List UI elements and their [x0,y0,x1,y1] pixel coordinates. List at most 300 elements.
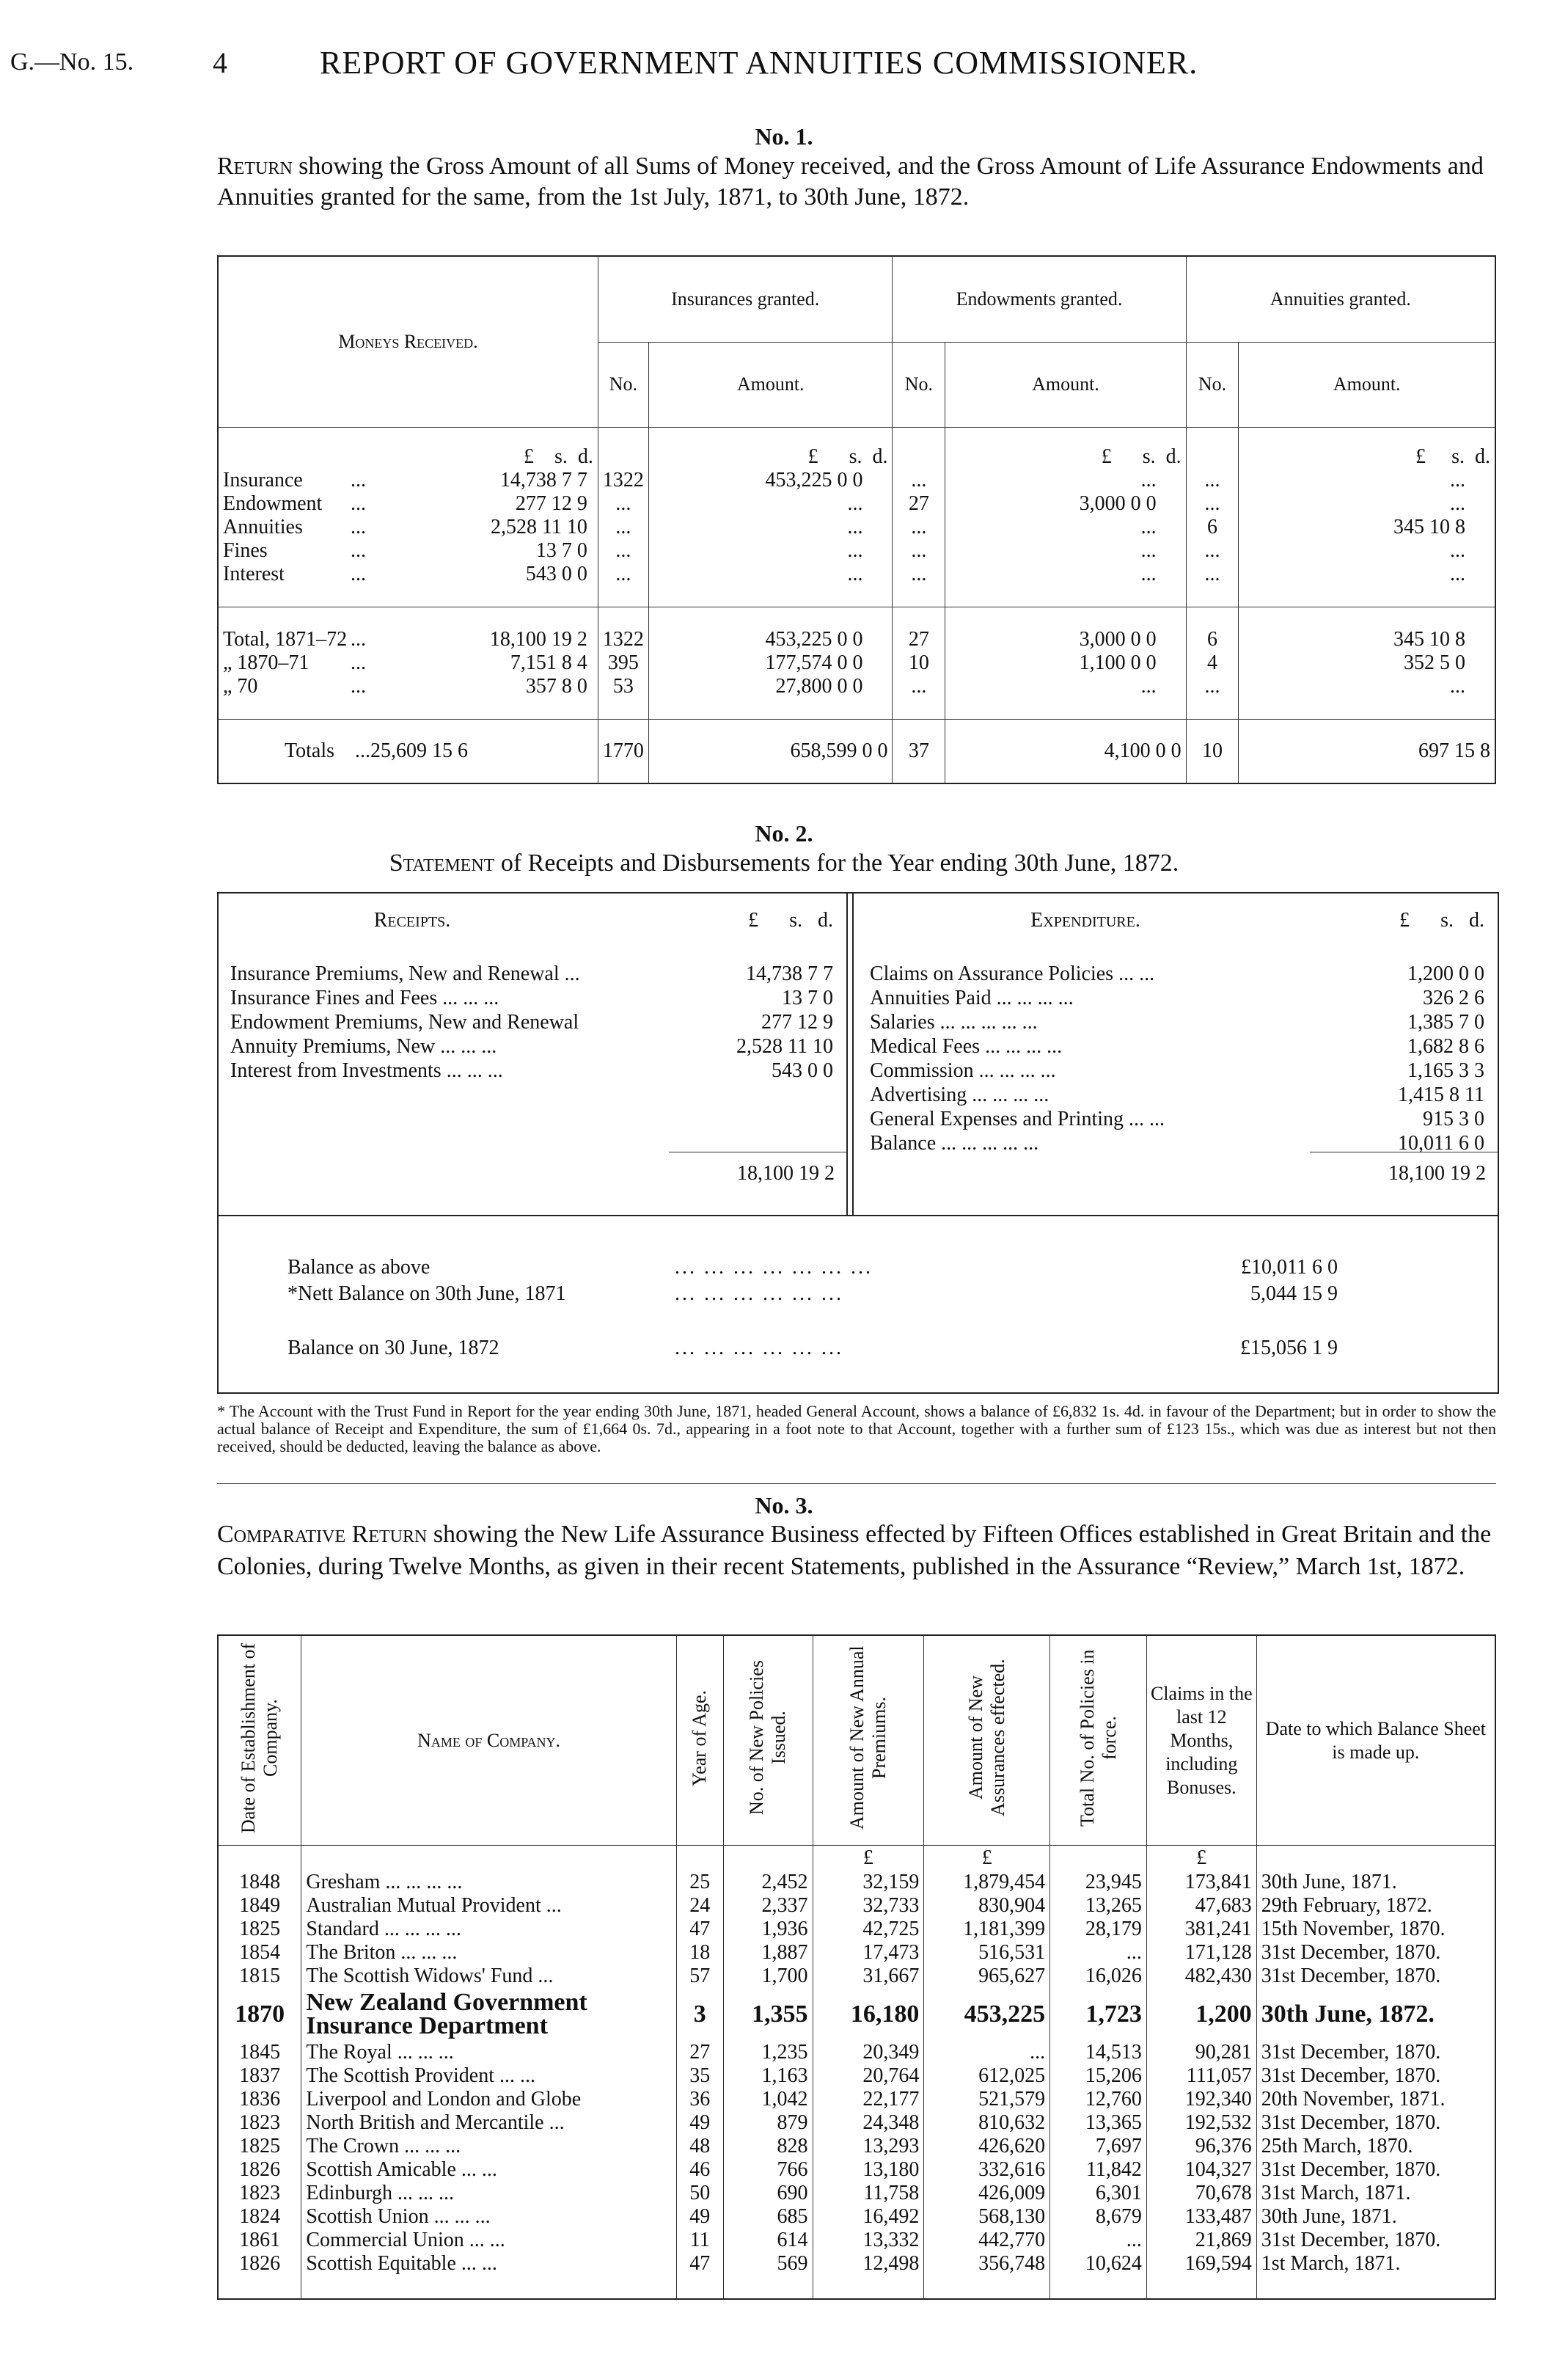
new-premiums: 11,758 [813,2182,924,2205]
new-policies: 685 [723,2205,813,2229]
policies-in-force: ... [1050,2229,1147,2252]
company-row [218,2229,1495,2252]
est-year: 1861 [218,2229,301,2252]
new-policies: 1,355 [723,1988,813,2041]
expenditure-row [855,962,1498,986]
balance-date: 31st December, 1870. [1256,2229,1495,2252]
company-name: Gresham ... ... ... ... [301,1871,676,1894]
policies-in-force: 13,265 [1050,1894,1147,1918]
claims: 111,057 [1146,2064,1256,2088]
cell: 27,800 0 0 [648,675,893,698]
est-year: 1825 [218,2135,301,2158]
return-row [218,492,1495,516]
expenditure-amount: 1,682 8 6 [1407,1034,1484,1058]
expenditure-total: 18,100 19 2 [1388,1162,1486,1185]
header-claims: Claims in the last 12 Months, including Bonuses. [1146,1635,1256,1846]
balance-amount: £10,011 6 0 [1241,1256,1338,1279]
cell: ... [648,539,893,563]
new-premiums: 42,725 [813,1918,924,1941]
header-new-policies: No. of New Policies Issued. [723,1635,813,1846]
year-of-age: 18 [676,1941,723,1965]
new-policies: 690 [723,2182,813,2205]
cell: 3,000 0 0 [945,628,1186,651]
cell: 10 [1186,719,1239,783]
new-assurances: 568,130 [924,2205,1050,2229]
header-company-name: Name of Company. [301,1635,676,1846]
money-cell: Total, 1871–72 ... 18,100 19 2 [218,628,598,651]
expenditure-label: Medical Fees ... ... ... ... [870,1034,1063,1058]
est-year: 1845 [218,2041,301,2064]
new-premiums: 20,764 [813,2064,924,2088]
policies-in-force: 11,842 [1050,2158,1147,2182]
company-name: Scottish Amicable ... ... [301,2158,676,2182]
section3-text: showing the New Life Assurance Business effected by Fifteen Offices established in Great Britain and the Colonies, during Twelve Months, as given in their recent Statements, published in the Assurance “Review,” March 1st, 1872. [217,1521,1492,1580]
policies-in-force: 8,679 [1050,2205,1147,2229]
new-assurances: 521,579 [924,2088,1050,2111]
claims: 171,128 [1146,1941,1256,1965]
company-name: The Crown ... ... ... [301,2135,676,2158]
balance-date: 31st December, 1870. [1256,2111,1495,2135]
section3-intro [217,1519,1496,1583]
new-premiums: 20,349 [813,2041,924,2064]
company-name: Scottish Union ... ... ... [301,2205,676,2229]
claims: 47,683 [1146,1894,1256,1918]
year-of-age: 49 [676,2205,723,2229]
money-cell: „ 1870–71 ... 7,151 8 4 [218,651,598,675]
new-premiums: 16,180 [813,1988,924,2041]
est-year: 1836 [218,2088,301,2111]
cell: 6 [1186,516,1239,539]
expenditure-amount: 1,415 8 11 [1398,1083,1484,1106]
new-assurances: 830,904 [924,1894,1050,1918]
policies-in-force: 13,365 [1050,2111,1147,2135]
cell: 345 10 8 [1239,628,1495,651]
claims: 192,532 [1146,2111,1256,2135]
receipt-label: Annuity Premiums, New ... ... ... [230,1034,497,1058]
company-row [218,1894,1495,1918]
balance-label: Balance as above [287,1256,431,1279]
company-row [218,2041,1495,2064]
company-name: Liverpool and London and Globe [301,2088,676,2111]
cell: ... [1239,492,1495,516]
year-of-age: 11 [676,2229,723,2252]
receipt-row [219,1010,846,1034]
cell: 3,000 0 0 [945,492,1186,516]
page-title: REPORT OF GOVERNMENT ANNUITIES COMMISSIONER. [320,45,1198,81]
year-of-age: 27 [676,2041,723,2064]
receipt-row [219,1034,846,1059]
balance-date: 25th March, 1870. [1256,2135,1495,2158]
cell: 658,599 0 0 [648,719,893,783]
expenditure-row [855,1034,1498,1059]
cell: ... [598,563,648,586]
claims: 104,327 [1146,2158,1256,2182]
new-premiums: 24,348 [813,2111,924,2135]
est-year: 1826 [218,2158,301,2182]
new-premiums: 13,293 [813,2135,924,2158]
new-policies: 1,936 [723,1918,813,1941]
est-year: 1826 [218,2252,301,2276]
new-policies: 828 [723,2135,813,2158]
cell: ... [1186,539,1239,563]
balance-date: 31st December, 1870. [1256,1965,1495,1988]
balance-date: 31st December, 1870. [1256,2041,1495,2064]
expenditure-label: Advertising ... ... ... ... [870,1083,1049,1106]
year-of-age: 57 [676,1965,723,1988]
balance-label: *Nett Balance on 30th June, 1871 [287,1282,566,1305]
cell: ... [893,563,945,586]
new-premiums: 12,498 [813,2252,924,2276]
cell: ... [945,469,1186,492]
expenditure-row [855,1059,1498,1083]
new-premiums: 31,667 [813,1965,924,1988]
cell: ... [648,563,893,586]
cell: 453,225 0 0 [648,628,893,651]
header-date-established: Date of Establishment of Company. [218,1635,301,1846]
cell: 1322 [598,469,648,492]
claims: 70,678 [1146,2182,1256,2205]
return-row [218,539,1495,563]
expenditure-panel [855,894,1498,1185]
money-cell: Fines ... 13 7 0 [218,539,598,563]
grand-total-row [218,719,1495,783]
policies-in-force: 14,513 [1050,2041,1147,2064]
cell: ... [893,469,945,492]
section2-lead: Statement [389,849,495,877]
company-name: The Scottish Provident ... ... [301,2064,676,2088]
cell: 697 15 8 [1239,719,1495,783]
company-row [218,2135,1495,2158]
statement-box [217,892,1499,1394]
est-year: 1825 [218,1918,301,1941]
new-assurances: 442,770 [924,2229,1050,2252]
expenditure-label: Commission ... ... ... ... [870,1059,1056,1082]
est-year: 1824 [218,2205,301,2229]
balance-date: 30th June, 1872. [1256,1988,1495,2041]
company-name: The Royal ... ... ... [301,2041,676,2064]
cell: ... [945,539,1186,563]
receipt-row [219,986,846,1010]
cell: 1770 [598,719,648,783]
cell: ... [1239,675,1495,698]
header-annuities: Annuities granted. [1186,256,1495,342]
comparative-table [217,1634,1496,2300]
company-name: Standard ... ... ... ... [301,1918,676,1941]
new-assurances: 453,225 [924,1988,1050,2041]
header-year-of-age: Year of Age. [676,1635,723,1846]
expenditure-amount: 1,385 7 0 [1407,1010,1484,1034]
balance-date: 20th November, 1871. [1256,2088,1495,2111]
expenditure-amount: 10,011 6 0 [1398,1131,1484,1155]
cell: ... [893,675,945,698]
cell: ... [1239,469,1495,492]
header-insurances: Insurances granted. [598,256,893,342]
cell: 27 [893,492,945,516]
receipt-row [219,962,846,986]
cell: ... [1186,492,1239,516]
company-row [218,1988,1495,2041]
cell: ... [945,516,1186,539]
page-number: 4 [213,46,227,79]
balance-date: 15th November, 1870. [1256,1918,1495,1941]
header-ins-no: No. [598,342,648,428]
cell: ... [648,516,893,539]
leader-dots: ... ... ... ... ... ... [675,1282,843,1305]
header-ann-no: No. [1186,342,1239,428]
cell: 177,574 0 0 [648,651,893,675]
section1-intro [217,151,1496,213]
return-row [218,675,1495,698]
cell: ... [1239,539,1495,563]
cell: ... [893,539,945,563]
new-policies: 614 [723,2229,813,2252]
new-premiums: 22,177 [813,2088,924,2111]
section2-intro [0,848,1568,879]
claims: 192,340 [1146,2088,1256,2111]
cell: ... [1186,563,1239,586]
receipt-amount: 543 0 0 [772,1059,833,1082]
policies-in-force: 10,624 [1050,2252,1147,2276]
new-policies: 879 [723,2111,813,2135]
balance-lines [285,1253,1341,1360]
cell: ... [1186,469,1239,492]
expenditure-label: Salaries ... ... ... ... ... [870,1010,1038,1034]
claims: 482,430 [1146,1965,1256,1988]
cell: 1,100 0 0 [945,651,1186,675]
new-policies: 569 [723,2252,813,2276]
section2-text: of Receipts and Disbursements for the Year ending 30th June, 1872. [500,849,1179,877]
section1-lead: Return [217,153,293,180]
company-row [218,2182,1495,2205]
company-name: North British and Mercantile ... [301,2111,676,2135]
new-policies: 1,235 [723,2041,813,2064]
money-cell: Endowment ... 277 12 9 [218,492,598,516]
new-assurances: 1,181,399 [924,1918,1050,1941]
cell: 4 [1186,651,1239,675]
money-cell: Insurance ... 14,738 7 7 [218,469,598,492]
year-of-age: 35 [676,2064,723,2088]
est-year: 1823 [218,2111,301,2135]
new-assurances: 612,025 [924,2064,1050,2088]
claims: 381,241 [1146,1918,1256,1941]
header-ann-amount: Amount. [1239,342,1495,428]
money-cell: Annuities ... 2,528 11 10 [218,516,598,539]
balance-row [285,1253,1341,1279]
year-of-age: 47 [676,1918,723,1941]
est-year: 1815 [218,1965,301,1988]
company-name: New Zealand Government Insurance Department [301,1988,676,2041]
leader-dots: ... ... ... ... ... ... ... [675,1256,873,1279]
return-row [218,469,1495,492]
cell: 352 5 0 [1239,651,1495,675]
balance-date: 30th June, 1871. [1256,1871,1495,1894]
currency-marker: £ [813,1846,924,1871]
policies-in-force: 1,723 [1050,1988,1147,2041]
balance-date: 31st December, 1870. [1256,2064,1495,2088]
expenditure-amount: 915 3 0 [1423,1107,1484,1130]
new-policies: 1,163 [723,2064,813,2088]
cell: 453,225 0 0 [648,469,893,492]
new-premiums: 13,332 [813,2229,924,2252]
new-assurances: 516,531 [924,1941,1050,1965]
header-ins-amount: Amount. [648,342,893,428]
section-divider [219,1215,1498,1216]
cell: ... [945,675,1186,698]
money-cell: Interest ... 543 0 0 [218,563,598,586]
return-row [218,651,1495,675]
section3-lead: Comparative Return [217,1521,428,1548]
currency-marker: £ [924,1846,1050,1871]
cell: ... [1239,563,1495,586]
balance-label: Balance on 30 June, 1872 [287,1337,499,1359]
cell: 395 [598,651,648,675]
claims: 173,841 [1146,1871,1256,1894]
currency-header: £ s. d. [1399,909,1484,932]
new-premiums: 16,492 [813,2205,924,2229]
cell: 27 [893,628,945,651]
section1-text: showing the Gross Amount of all Sums of Money received, and the Gross Amount of Life Assurance Endowments and Annuities granted for the same, from the 1st July, 1871, to 30th June, 1872. [217,153,1484,211]
expenditure-row [855,1010,1498,1034]
policies-in-force: 16,026 [1050,1965,1147,1988]
new-policies: 1,700 [723,1965,813,1988]
company-name: Scottish Equitable ... ... [301,2252,676,2276]
receipt-label: Insurance Fines and Fees ... ... ... [230,986,499,1009]
policies-in-force: 15,206 [1050,2064,1147,2088]
cell: ... [893,516,945,539]
receipt-amount: 14,738 7 7 [746,962,833,985]
company-row [218,2158,1495,2182]
new-assurances: 356,748 [924,2252,1050,2276]
balance-date: 1st March, 1871. [1256,2252,1495,2276]
currency-header: £ s. d. [945,428,1186,469]
new-premiums: 32,733 [813,1894,924,1918]
balance-date: 31st December, 1870. [1256,2158,1495,2182]
expenditure-row [855,1107,1498,1131]
expenditure-row [855,986,1498,1010]
leader-dots: ... ... ... ... ... ... [675,1337,843,1359]
year-of-age: 46 [676,2158,723,2182]
year-of-age: 24 [676,1894,723,1918]
currency-header: £ s. d. [218,428,598,469]
expenditure-label: General Expenses and Printing ... ... [870,1107,1165,1130]
new-assurances: 426,620 [924,2135,1050,2158]
new-assurances: 426,009 [924,2182,1050,2205]
receipt-label: Endowment Premiums, New and Renewal [230,1010,579,1034]
return-row [218,628,1495,651]
new-premiums: 13,180 [813,2158,924,2182]
expenditure-label: Balance ... ... ... ... ... [870,1131,1039,1155]
claims: 169,594 [1146,2252,1256,2276]
expenditure-amount: 1,200 0 0 [1407,962,1484,985]
cell: ... [648,492,893,516]
cell: 4,100 0 0 [945,719,1186,783]
est-year: 1854 [218,1941,301,1965]
grand-total-label: Totals ...25,609 15 6 [218,719,598,783]
claims: 90,281 [1146,2041,1256,2064]
est-year: 1849 [218,1894,301,1918]
expenditure-amount: 1,165 3 3 [1407,1059,1484,1082]
balance-date: 29th February, 1872. [1256,1894,1495,1918]
document-code: G.—No. 15. [10,48,134,76]
return-table [217,255,1496,784]
cell: 6 [1186,628,1239,651]
header-new-assurances: Amount of New Assurances effected. [924,1635,1050,1846]
expenditure-row [855,1083,1498,1107]
balance-amount: 5,044 15 9 [1250,1282,1338,1305]
year-of-age: 48 [676,2135,723,2158]
cell: 53 [598,675,648,698]
company-row [218,2064,1495,2088]
new-policies: 2,452 [723,1871,813,1894]
balance-amount: £15,056 1 9 [1240,1337,1338,1359]
company-row [218,2111,1495,2135]
receipt-label: Interest from Investments ... ... ... [230,1059,503,1082]
expenditure-label: Annuities Paid ... ... ... ... [870,986,1074,1009]
currency-header: £ s. d. [648,428,893,469]
cell: ... [598,539,648,563]
cell: ... [1186,675,1239,698]
cell: 10 [893,651,945,675]
column-divider [852,894,854,1215]
new-assurances: ... [924,2041,1050,2064]
claims: 133,487 [1146,2205,1256,2229]
expenditure-label: Claims on Assurance Policies ... ... [870,962,1155,985]
new-premiums: 17,473 [813,1941,924,1965]
est-year: 1870 [218,1988,301,2041]
receipt-amount: 2,528 11 10 [736,1034,833,1058]
cell: ... [598,516,648,539]
new-policies: 2,337 [723,1894,813,1918]
company-name: The Scottish Widows' Fund ... [301,1965,676,1988]
column-divider [846,894,848,1215]
claims: 1,200 [1146,1988,1256,2041]
receipts-header: Receipts. [373,909,451,932]
header-end-amount: Amount. [945,342,1186,428]
new-premiums: 32,159 [813,1871,924,1894]
header-end-no: No. [893,342,945,428]
new-policies: 1,887 [723,1941,813,1965]
policies-in-force: ... [1050,1941,1147,1965]
return-row [218,563,1495,586]
policies-in-force: 6,301 [1050,2182,1147,2205]
section3-number: No. 3. [755,1492,813,1519]
section1-number: No. 1. [755,123,813,150]
est-year: 1837 [218,2064,301,2088]
company-name: Australian Mutual Provident ... [301,1894,676,1918]
expenditure-amount: 326 2 6 [1423,986,1484,1009]
cell: ... [945,563,1186,586]
new-assurances: 332,616 [924,2158,1050,2182]
cell: 37 [893,719,945,783]
footnote-rule [217,1483,1496,1484]
company-row [218,1965,1495,1988]
cell: ... [598,492,648,516]
footnote: * The Account with the Trust Fund in Report for the year ending 30th June, 1871, headed General Account, shows a balance of £6,832 1s. 4d. in favour of the Department; but in order to show the actual balance of Receipt and Expenditure, the sum of £1,664 0s. 7d., appearing in a foot note to that Account, together with a further sum of £123 15s., which was due as interest but not then received, should be deducted, leaving the balance as above. [217,1402,1496,1455]
receipts-panel [219,894,846,1185]
return-row [218,516,1495,539]
policies-in-force: 12,760 [1050,2088,1147,2111]
header-endowments: Endowments granted. [893,256,1186,342]
new-assurances: 965,627 [924,1965,1050,1988]
company-name: Commercial Union ... ... [301,2229,676,2252]
receipt-row [219,1059,846,1083]
receipts-total: 18,100 19 2 [737,1162,835,1185]
policies-in-force: 23,945 [1050,1871,1147,1894]
company-row [218,2205,1495,2229]
header-new-premiums: Amount of New Annual Premiums. [813,1635,924,1846]
receipt-amount: 13 7 0 [782,986,833,1009]
year-of-age: 47 [676,2252,723,2276]
